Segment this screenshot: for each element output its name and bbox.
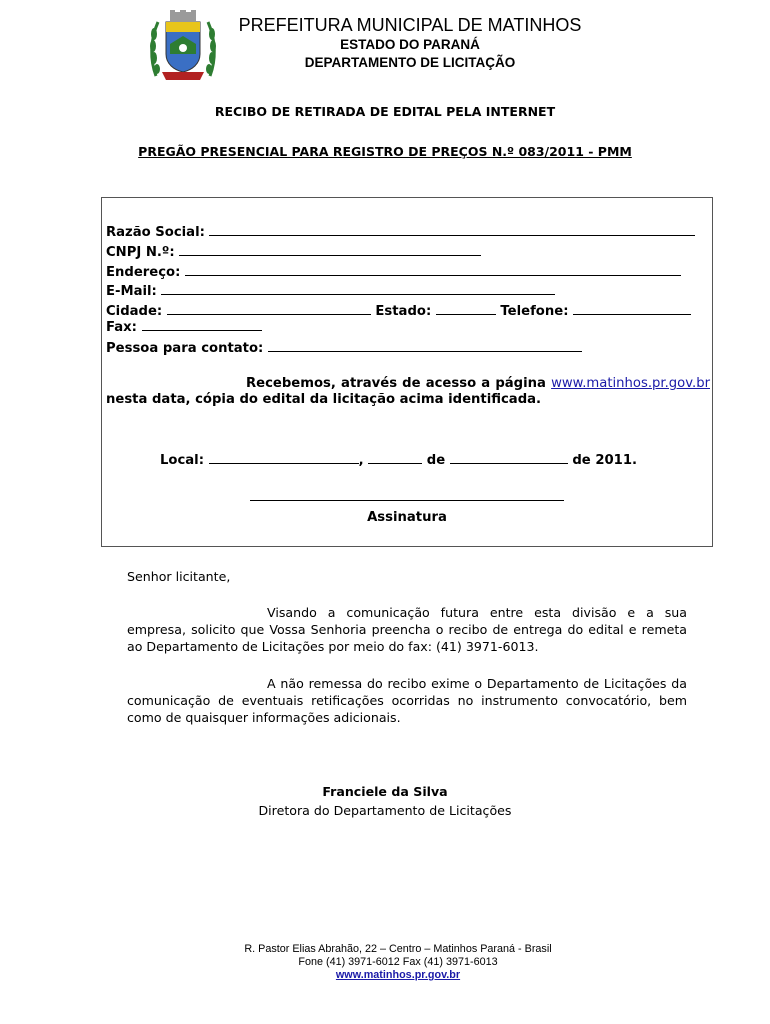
field-local-date: Local: , de de 2011. — [160, 450, 637, 468]
letter-paragraph-1 — [127, 604, 687, 655]
letter-paragraph-2 — [127, 675, 687, 726]
label-local: Local: — [160, 453, 204, 468]
input-day[interactable] — [368, 450, 422, 464]
input-cidade[interactable] — [167, 301, 371, 315]
footer-phones: Fone (41) 3971-6012 Fax (41) 3971-6013 — [298, 956, 498, 968]
label-contato: Pessoa para contato: — [106, 341, 264, 356]
input-telefone[interactable] — [573, 301, 691, 315]
field-contato — [106, 338, 582, 356]
field-endereco — [106, 262, 681, 280]
label-endereco: Endereço: — [106, 265, 181, 280]
input-endereco[interactable] — [185, 262, 681, 276]
label-de-1: de — [426, 453, 446, 468]
signer-name: Franciele da Silva — [322, 784, 448, 799]
input-local[interactable] — [209, 450, 359, 464]
field-fax — [106, 317, 262, 335]
header-state: ESTADO DO PARANÁ — [340, 37, 480, 52]
statement-end: nesta data, cópia do edital da licitação acima identificada. — [106, 392, 542, 407]
footer-website-link[interactable]: www.matinhos.pr.gov.br — [335, 969, 461, 981]
label-cnpj: CNPJ N.º: — [106, 245, 175, 260]
input-estado[interactable] — [436, 301, 496, 315]
letter-p1-text: Visando a comunicação futura entre esta divisão e a sua empresa, solicito que Vossa Senhoria preencha o recibo de entrega do edital e remeta ao Departamento de Licitações por meio do fax: (41) 3971-6013. — [127, 605, 687, 654]
input-razao-social[interactable] — [209, 222, 695, 236]
label-cidade: Cidade: — [106, 304, 163, 319]
input-fax[interactable] — [142, 317, 262, 331]
footer-website — [0, 969, 770, 981]
input-contato[interactable] — [268, 338, 582, 352]
signature-label: Assinatura — [367, 510, 447, 525]
signature-line[interactable] — [250, 500, 564, 501]
label-fax: Fax: — [106, 320, 137, 335]
field-email — [106, 281, 555, 299]
letter-p2-text: A não remessa do recibo exime o Departamento de Licitações da comunicação de eventuais retificações ocorridas no instrumento convocatório, bem como de quaisquer informações adicionais. — [127, 676, 687, 725]
receipt-statement — [106, 376, 710, 408]
statement-start: Recebemos, através de acesso a página — [246, 376, 546, 391]
signer-role: Diretora do Departamento de Licitações — [258, 803, 512, 818]
process-title: PREGÃO PRESENCIAL PARA REGISTRO DE PREÇOS N.º 083/2011 - PMM — [138, 144, 632, 159]
label-email: E-Mail: — [106, 284, 157, 299]
input-email[interactable] — [161, 281, 555, 295]
field-razao-social — [106, 222, 695, 240]
label-de-2011: de 2011. — [572, 453, 638, 468]
field-cnpj — [106, 242, 481, 260]
footer-address: R. Pastor Elias Abrahão, 22 – Centro – Matinhos Paraná - Brasil — [244, 943, 552, 955]
header-city-hall: PREFEITURA MUNICIPAL DE MATINHOS — [238, 15, 582, 35]
statement-website-link[interactable]: www.matinhos.pr.gov.br — [551, 376, 710, 391]
label-estado: Estado: — [375, 304, 432, 319]
label-razao-social: Razão Social: — [106, 225, 205, 240]
receipt-title: RECIBO DE RETIRADA DE EDITAL PELA INTERNET — [214, 104, 556, 119]
header-department: DEPARTAMENTO DE LICITAÇÃO — [304, 55, 516, 70]
input-cnpj[interactable] — [179, 242, 481, 256]
greeting: Senhor licitante, — [127, 569, 231, 584]
label-telefone: Telefone: — [500, 304, 569, 319]
input-month[interactable] — [450, 450, 568, 464]
